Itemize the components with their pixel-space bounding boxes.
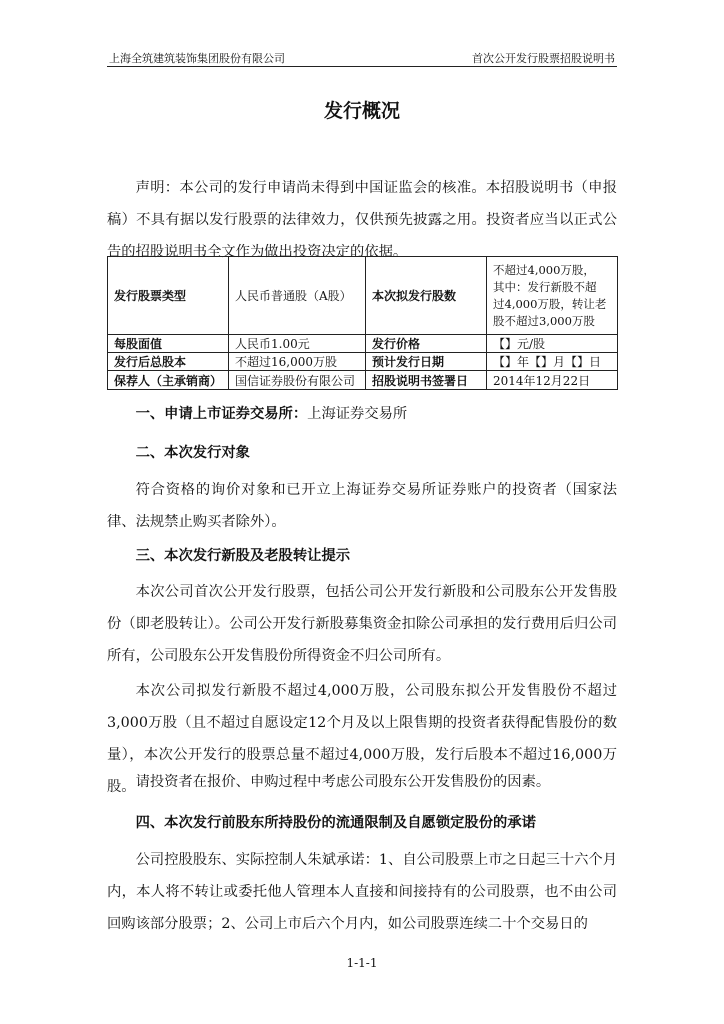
section-2-heading: 二、本次发行对象 [135,445,250,461]
table-row [108,257,618,335]
section-3-paragraph-1: 本次公司首次公开发行股票，包括公司公开发行新股和公司股东公开发售股份（即老股转让）。公司公开发行新股募集资金扣除公司承担的发行费用后归公司所有，公司股东公开发售股份所得资金不归公司所有。 [107,584,617,664]
page-number: 1-1-1 [346,956,378,970]
table-value-line: 不超过4,000万股， [493,262,595,277]
section-3-paragraph-3: 请投资者在报价、申购过程中考虑公司股东公开发售股份的因素。 [135,774,551,790]
table-row [108,335,618,353]
table-value: 人民币1.00元 [229,335,366,353]
offering-info-table [107,256,618,390]
table-value: 国信证券股份有限公司 [229,371,366,390]
table-key: 预计发行日期 [366,353,487,371]
table-value: 不超过16,000万股 [229,353,366,371]
section-4-heading: 四、本次发行前股东所持股份的流通限制及自愿锁定股份的承诺 [135,815,536,831]
page-title: 发行概况 [323,100,400,122]
section-3-heading: 三、本次发行新股及老股转让提示 [135,548,351,564]
table-key: 每股面值 [108,335,229,353]
table-key: 招股说明书签署日 [366,371,487,390]
exchange-name: 上海证券交易所 [307,406,408,422]
table-value: 【】元/股 [487,335,618,353]
running-header [107,50,617,67]
table-row [108,353,618,371]
table-value-line: 其中：发行新股不超 [493,279,597,294]
header-doc-type: 首次公开发行股票招股说明书 [472,52,615,65]
table-value-line: 股不超过3,000万股 [493,313,595,328]
table-value: 2014年12月22日 [487,371,618,390]
table-value: 【】年【】月【】日 [487,353,618,371]
table-value: 人民币普通股（A股） [229,257,366,335]
table-key: 发行后总股本 [108,353,229,371]
table-key: 保荐人（主承销商） [108,371,229,390]
statement-paragraph: 声明：本公司的发行申请尚未得到中国证监会的核准。本招股说明书（申报稿）不具有据以发行股票的法律效力，仅供预先披露之用。投资者应当以正式公告的招股说明书全文作为做出投资决定的依据。 [107,180,617,260]
table-row [108,371,618,390]
section-1-heading [107,403,617,423]
table-value-multiline [487,257,618,335]
section-3-paragraph-2: 本次公司拟发行新股不超过4,000万股，公司股东拟公开发售股份不超过3,000万股（且不超过自愿设定12个月及以上限售期的投资者获得配售股份的数量），本次公开发行的股票总量不超过4,000万股，发行后股本不超过16,000万股。 [107,683,617,795]
table-key: 发行股票类型 [108,257,229,335]
section-1-title: 一、申请上市证券交易所： [135,406,308,422]
section-2-paragraph: 符合资格的询价对象和已开立上海证券交易所证券账户的投资者（国家法律、法规禁止购买者除外）。 [107,482,617,530]
table-value-line: 过4,000万股，转让老 [493,296,607,311]
section-4-paragraph: 公司控股股东、实际控制人朱斌承诺：1、自公司股票上市之日起三十六个月内，本人将不转让或委托他人管理本人直接和间接持有的公司股票，也不由公司回购该部分股票；2、公司上市后六个月内，如公司股票连续二十个交易日的 [107,852,617,932]
table-key: 本次拟发行股数 [366,257,487,335]
table-key: 发行价格 [366,335,487,353]
header-company: 上海全筑建筑装饰集团股份有限公司 [109,52,285,65]
